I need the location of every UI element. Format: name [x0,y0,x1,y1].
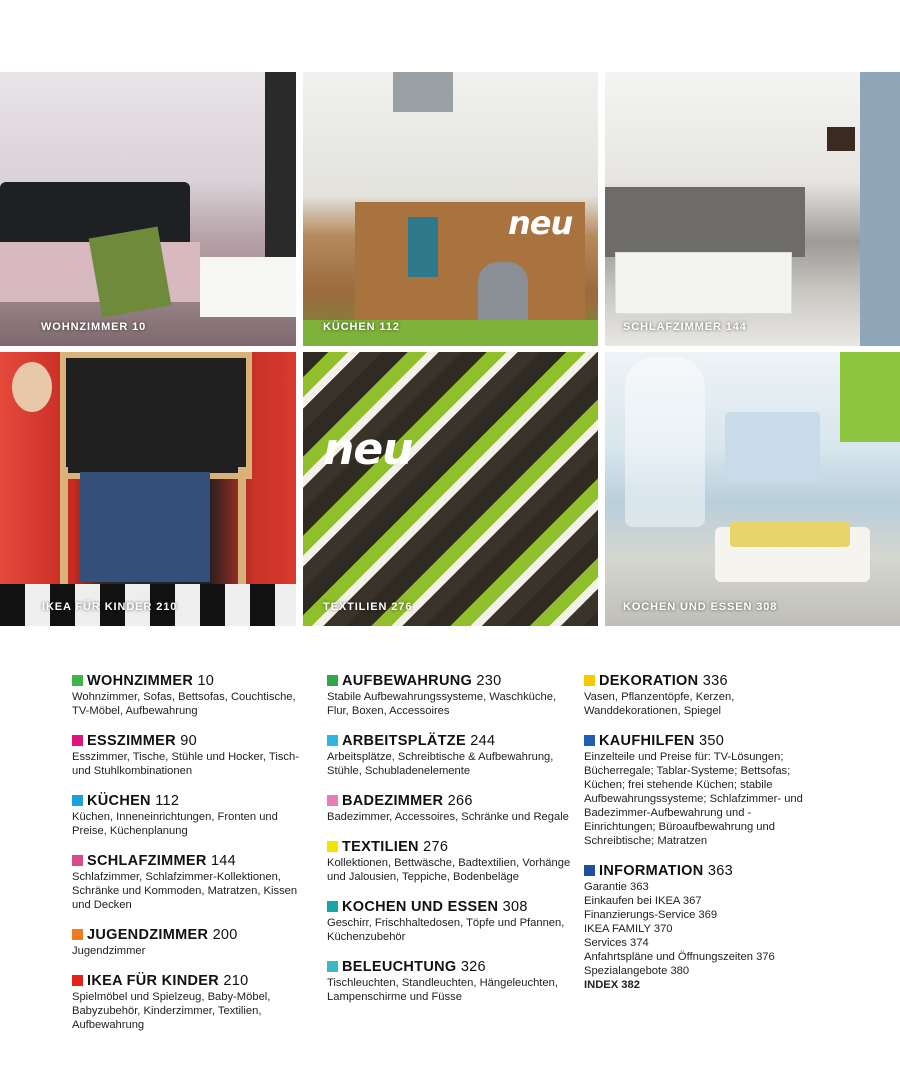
color-square-icon [327,901,338,912]
color-square-icon [584,735,595,746]
color-square-icon [584,675,595,686]
section-heading[interactable]: WOHNZIMMER 10 [72,672,312,690]
info-line[interactable]: Spezialangebote 380 [584,965,690,977]
info-line[interactable]: Services 374 [584,937,649,949]
color-square-icon [72,675,83,686]
door-image [860,72,900,346]
color-square-icon [327,735,338,746]
lamp-image [827,127,855,151]
toc-section-beleuchtung[interactable] [327,958,572,1004]
color-square-icon [72,855,83,866]
section-heading[interactable]: KÜCHEN 112 [72,792,312,810]
tea-towel-image [408,217,438,277]
section-description: Jugendzimmer [72,945,146,957]
food-image [730,522,850,547]
neu-badge: neu [508,204,573,242]
section-description: Schlafzimmer, Schlafzimmer-Kollektionen, Schränke und Kommoden, Matratzen, Kissen und Decken [72,871,298,911]
toc-section-arbeitsplaetze[interactable] [327,732,572,778]
section-heading[interactable]: TEXTILIEN 276 [327,838,572,856]
range-hood-image [393,72,453,112]
section-heading[interactable]: KOCHEN UND ESSEN 308 [327,898,572,916]
section-description: Tischleuchten, Standleuchten, Hängeleuchten, Lampenschirme und Füsse [327,977,558,1003]
info-line[interactable]: Finanzierungs-Service 369 [584,909,718,921]
bench-image [615,252,792,314]
info-line[interactable]: Garantie 363 [584,881,649,893]
section-description: Geschirr, Frischhaltedosen, Töpfe und Pfannen, Küchenzubehör [327,917,565,943]
section-heading[interactable]: SCHLAFZIMMER 144 [72,852,312,870]
section-description: Vasen, Pflanzentöpfe, Kerzen, Wanddekorationen, Spiegel [584,691,735,717]
section-description: Einzelteile und Preise für: TV-Lösungen; Bücherregale; Tablar-Systeme; Bettsofas; Küchen; frei stehende Küchen; stabile Aufbewahrungssysteme; Schlafzimmer- und Badezimmer-Aufbewahrung und -Einrichtungen; Büroaufbewahrung und Schreibtische; Matratzen [584,751,803,847]
tile-caption: TEXTILIEN 276 [323,601,413,613]
tile-caption: SCHLAFZIMMER 144 [623,321,747,333]
toc-section-jugendzimmer[interactable] [72,926,312,958]
toc-section-information[interactable] [584,862,814,992]
toc-column-3 [584,672,814,1006]
info-line[interactable]: IKEA FAMILY 370 [584,923,673,935]
info-line[interactable]: Einkaufen bei IKEA 367 [584,895,702,907]
info-line[interactable]: Anfahrtspläne und Öffnungszeiten 376 [584,951,775,963]
section-description: Spielmöbel und Spielzeug, Baby-Möbel, Babyzubehör, Kinderzimmer, Textilien, Aufbewahrung [72,991,271,1031]
section-description: Esszimmer, Tische, Stühle und Hocker, Tisch- und Stuhlkombinationen [72,751,299,777]
jeans-image [80,472,210,582]
section-description: Badezimmer, Accessoires, Schränke und Regale [327,811,569,823]
toc-section-wohnzimmer[interactable] [72,672,312,718]
tile-caption: WOHNZIMMER 10 [41,321,147,333]
neu-badge: neu [323,424,413,475]
section-description: Kollektionen, Bettwäsche, Badtextilien, Vorhänge und Jalousien, Teppiche, Bodenbeläge [327,857,571,883]
throw-blanket-image [89,227,172,318]
toc-section-schlafzimmer[interactable] [72,852,312,912]
rug-image [200,257,296,317]
tile-wohnzimmer[interactable] [0,72,296,346]
color-square-icon [72,975,83,986]
toc-section-kinder[interactable] [72,972,312,1032]
section-description: Küchen, Inneneinrichtungen, Fronten und Preise, Küchenplanung [72,811,278,837]
tile-schlafzimmer[interactable] [605,72,900,346]
child-face-image [12,362,52,412]
toc-column-1 [72,672,312,1046]
toc-column-2 [327,672,572,1018]
section-heading[interactable]: ARBEITSPLÄTZE 244 [327,732,572,750]
color-square-icon [584,865,595,876]
index-link[interactable]: INDEX 382 [584,979,640,991]
color-square-icon [327,961,338,972]
color-square-icon [72,929,83,940]
tile-caption: KÜCHEN 112 [323,321,400,333]
section-heading[interactable]: KAUFHILFEN 350 [584,732,814,750]
toc-section-kaufhilfen[interactable] [584,732,814,848]
color-square-icon [327,841,338,852]
color-square-icon [327,675,338,686]
section-heading[interactable]: INFORMATION 363 [584,862,814,880]
plates-stack-image [725,412,820,482]
section-description: Stabile Aufbewahrungssysteme, Waschküche, Flur, Boxen, Accessoires [327,691,557,717]
wine-glasses-image [625,357,705,527]
bookshelf-image [265,72,296,262]
tile-kuechen[interactable] [303,72,598,346]
section-description: Wohnzimmer, Sofas, Bettsofas, Couchtische, TV-Möbel, Aufbewahrung [72,691,296,717]
toc-section-kuechen[interactable] [72,792,312,838]
tile-caption: KOCHEN UND ESSEN 308 [623,601,778,613]
section-description: Arbeitsplätze, Schreibtische & Aufbewahrung, Stühle, Schubladenelemente [327,751,554,777]
color-square-icon [72,735,83,746]
section-heading[interactable]: BELEUCHTUNG 326 [327,958,572,976]
tile-ikea-fuer-kinder[interactable] [0,352,296,626]
toc-section-textilien[interactable] [327,838,572,884]
toc-section-kochen-und-essen[interactable] [327,898,572,944]
bed-image [605,187,805,257]
section-heading[interactable]: AUFBEWAHRUNG 230 [327,672,572,690]
toc-section-aufbewahrung[interactable] [327,672,572,718]
chalkboard-image [60,352,252,479]
tile-caption: IKEA FÜR KINDER 210 [42,601,178,613]
color-square-icon [72,795,83,806]
section-heading[interactable]: IKEA FÜR KINDER 210 [72,972,312,990]
section-heading[interactable]: BADEZIMMER 266 [327,792,572,810]
toc-section-esszimmer[interactable] [72,732,312,778]
toc-section-dekoration[interactable] [584,672,814,718]
toc-section-badezimmer[interactable] [327,792,572,824]
green-wall-image [840,352,900,442]
tile-kochen-und-essen[interactable] [605,352,900,626]
section-heading[interactable]: DEKORATION 336 [584,672,814,690]
tile-textilien[interactable] [303,352,598,626]
color-square-icon [327,795,338,806]
information-list [584,880,814,992]
section-heading[interactable]: JUGENDZIMMER 200 [72,926,312,944]
section-heading[interactable]: ESSZIMMER 90 [72,732,312,750]
